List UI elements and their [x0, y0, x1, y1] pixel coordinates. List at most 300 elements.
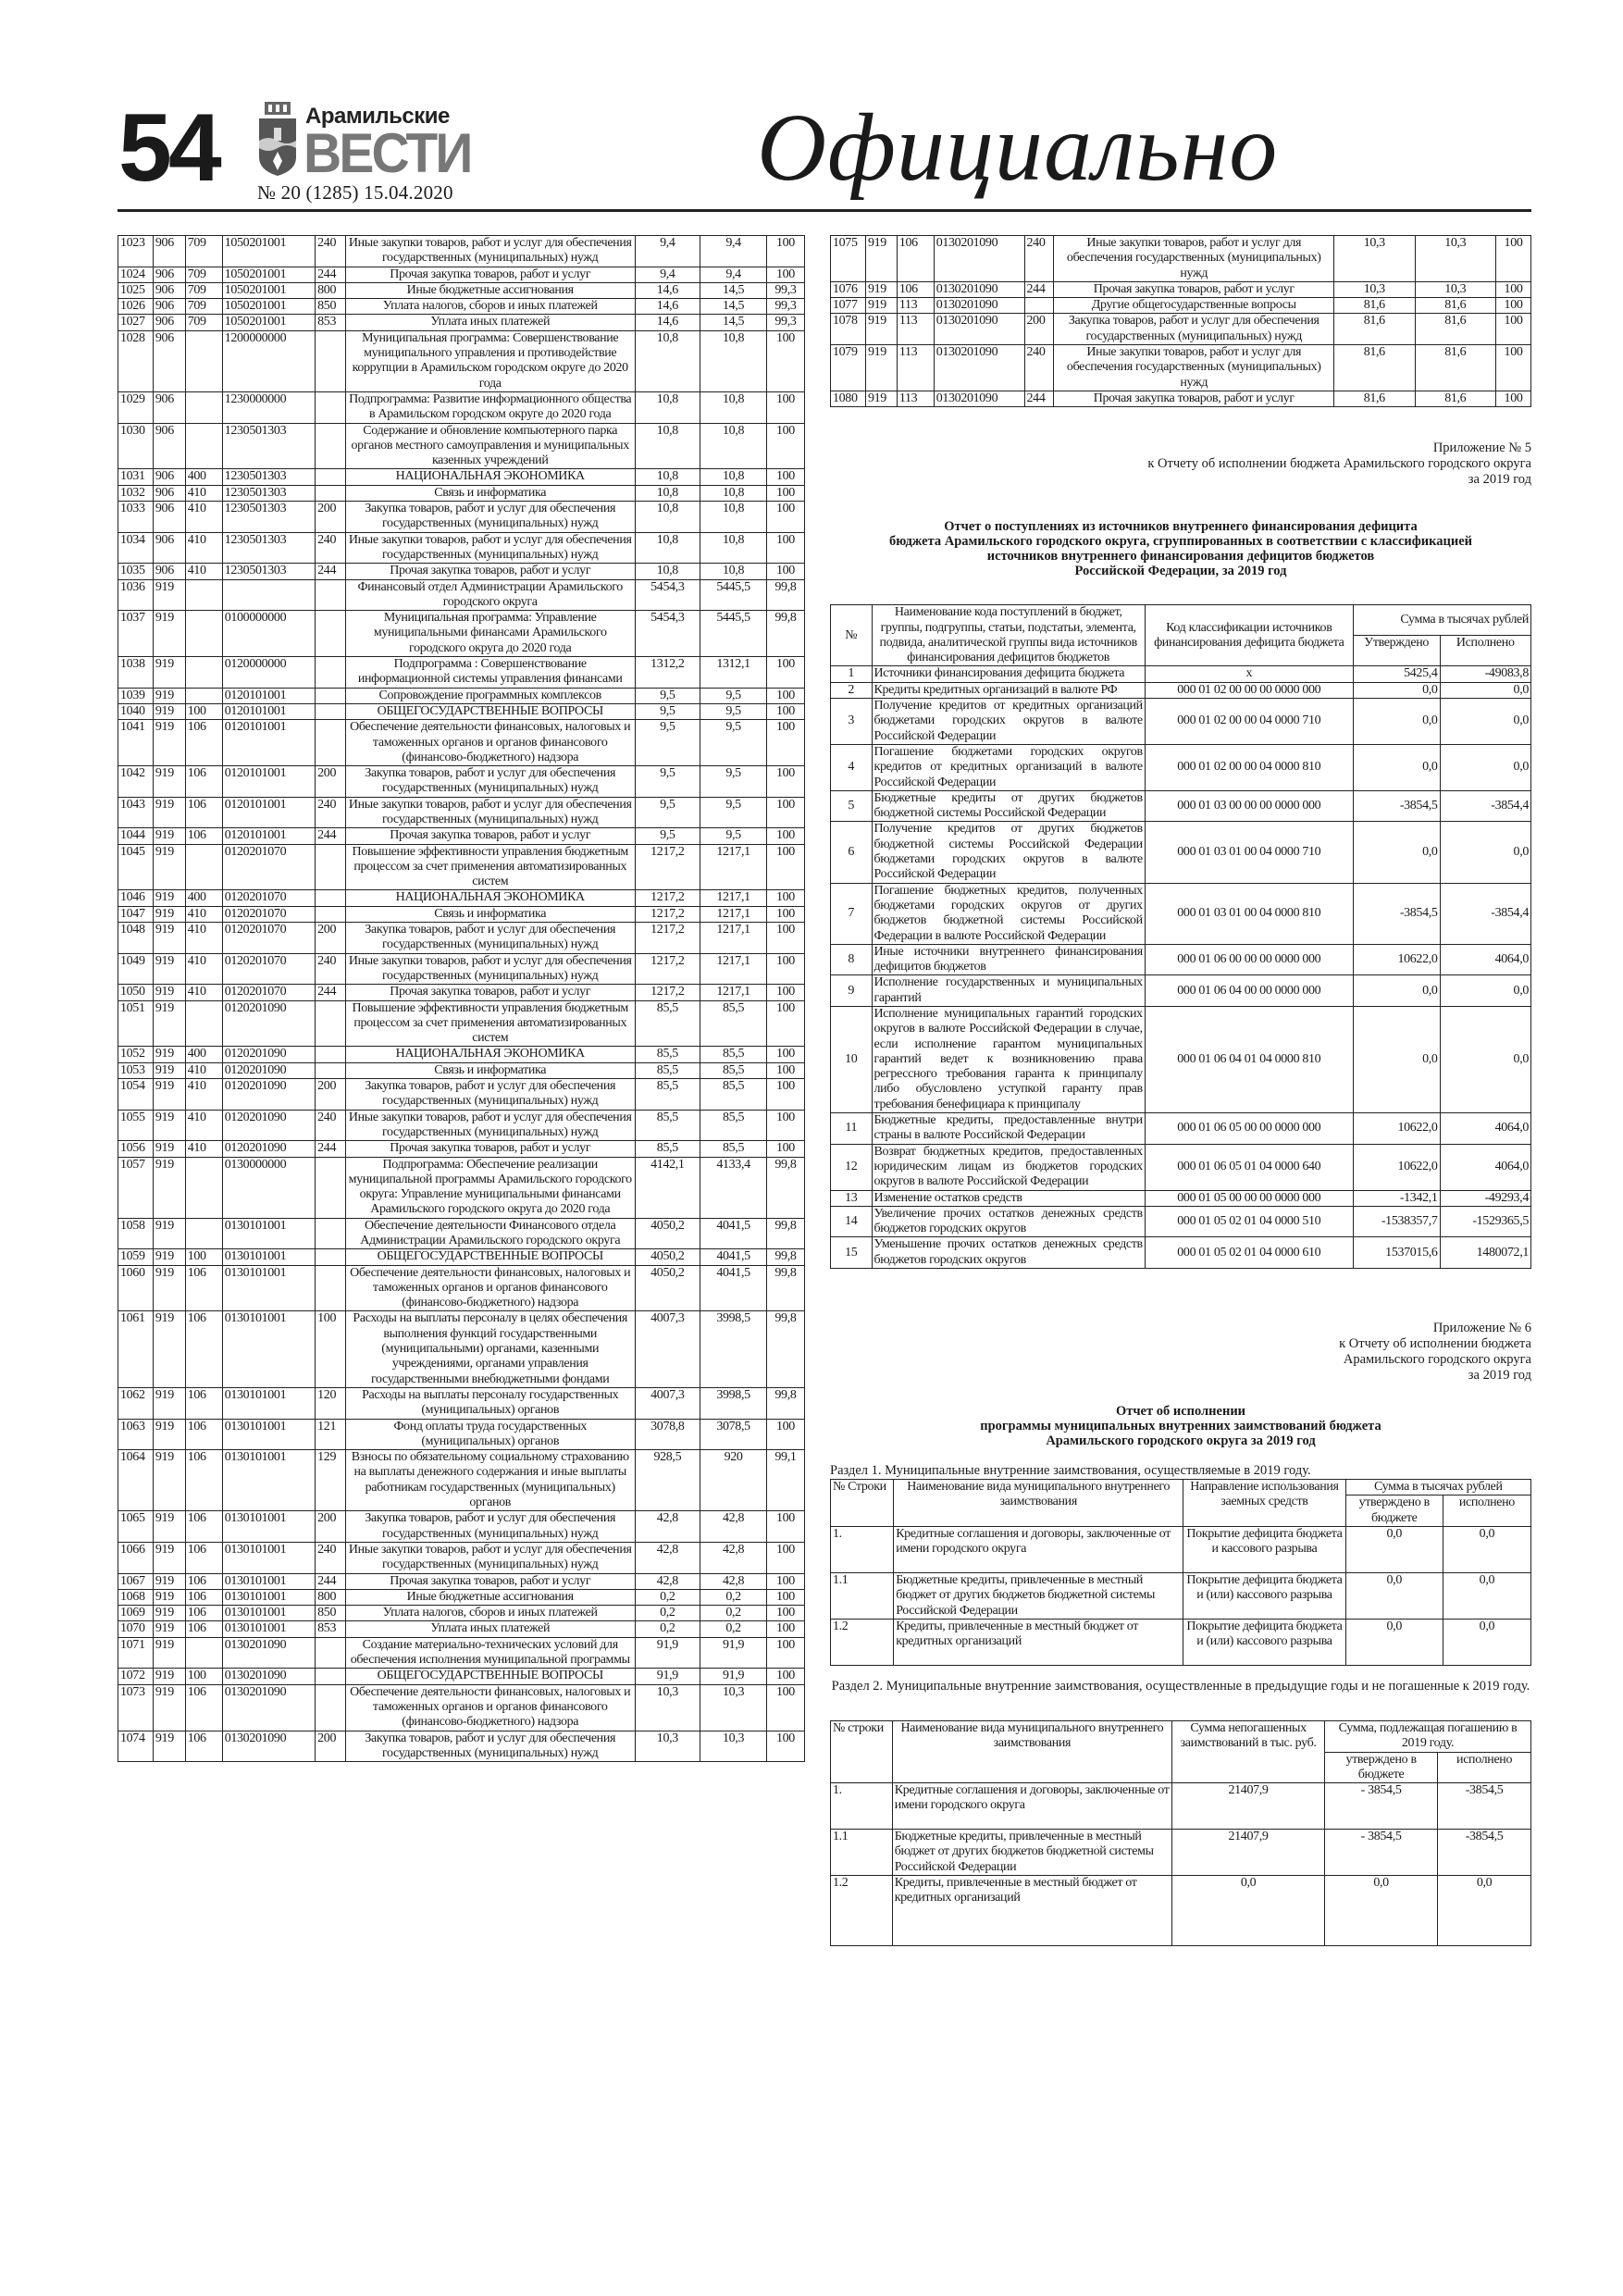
approved-amount: 0,0 — [1353, 1006, 1440, 1112]
grbs-code: 906 — [153, 423, 185, 469]
table-row — [118, 1621, 805, 1637]
expense-type-code: 850 — [316, 1606, 346, 1621]
col-header-executed: исполнено — [1443, 1496, 1530, 1527]
item-name: Прочая закупка товаров, работ и услуг — [345, 564, 635, 579]
section-code — [185, 688, 222, 703]
table-row — [831, 944, 1531, 975]
grbs-code: 919 — [153, 1218, 185, 1249]
executed-amount: 4064,0 — [1440, 1113, 1530, 1145]
approved-amount: 0,0 — [1345, 1526, 1443, 1572]
section-code: 113 — [897, 298, 934, 314]
section-code: 106 — [185, 1606, 222, 1621]
table-row — [831, 822, 1531, 883]
row-number: 1023 — [118, 236, 154, 267]
grbs-code: 919 — [153, 1079, 185, 1111]
table-row — [831, 345, 1531, 391]
grbs-code: 919 — [153, 953, 185, 985]
approved-amount: 5425,4 — [1353, 666, 1440, 682]
execution-percent: 100 — [766, 1589, 804, 1605]
appendix-6-note — [830, 1321, 1531, 1384]
row-number: 1028 — [118, 330, 154, 391]
table-row — [831, 1113, 1531, 1145]
table-row — [118, 844, 805, 890]
coat-of-arms-icon — [257, 102, 298, 176]
table-row — [118, 1684, 805, 1731]
item-name: Закупка товаров, работ и услуг для обеспечения государственных (муниципальных) нужд — [345, 1731, 635, 1762]
table-row — [118, 282, 805, 298]
item-name: Иные источники внутреннего финансирования дефицитов бюджетов — [872, 944, 1145, 975]
row-number: 10 — [831, 1006, 873, 1112]
row-number: 1079 — [831, 345, 866, 391]
table-row — [118, 502, 805, 533]
execution-percent: 99,8 — [766, 1157, 804, 1218]
item-name: НАЦИОНАЛЬНАЯ ЭКОНОМИКА — [345, 469, 635, 485]
target-article-code: 0130201090 — [934, 281, 1024, 297]
target-article-code: 0130000000 — [222, 1157, 315, 1218]
item-name: Создание материально-технических условий для обеспечения исполнения муниципальной программы — [345, 1637, 635, 1669]
row-number: 1036 — [118, 579, 154, 611]
planned-amount: 9,5 — [635, 797, 700, 828]
executed-amount: 4041,5 — [700, 1218, 767, 1249]
grbs-code: 906 — [153, 299, 185, 315]
item-name: Закупка товаров, работ и услуг для обеспечения государственных (муниципальных) нужд — [345, 923, 635, 954]
grbs-code: 919 — [153, 1511, 185, 1543]
section-code: 410 — [185, 953, 222, 985]
executed-amount: -1529365,5 — [1440, 1206, 1530, 1237]
table-row — [118, 797, 805, 828]
execution-percent: 100 — [766, 1731, 804, 1762]
approved-amount: 10622,0 — [1353, 1113, 1440, 1145]
table-row — [118, 1157, 805, 1218]
grbs-code: 919 — [153, 703, 185, 719]
section-1-label: Раздел 1. Муниципальные внутренние заимствования, осуществляемые в 2019 году. — [830, 1463, 1311, 1479]
grbs-code: 919 — [153, 1141, 185, 1157]
execution-percent: 100 — [766, 797, 804, 828]
row-number: 1.2 — [831, 1619, 894, 1665]
expense-type-code — [316, 423, 346, 469]
section-code: 100 — [185, 703, 222, 719]
target-article-code: 0130101001 — [222, 1573, 315, 1589]
expense-type-code: 244 — [316, 564, 346, 579]
approved-amount: -1342,1 — [1353, 1190, 1440, 1206]
table-row — [118, 423, 805, 469]
appendix-line: за 2019 год — [1468, 472, 1531, 488]
expense-type-code: 240 — [316, 1542, 346, 1573]
row-number: 1030 — [118, 423, 154, 469]
execution-percent: 100 — [766, 1141, 804, 1157]
expense-type-code — [316, 1265, 346, 1311]
execution-percent: 100 — [766, 1606, 804, 1621]
target-article-code: 0130101001 — [222, 1542, 315, 1573]
target-article-code: 0130201090 — [222, 1669, 315, 1684]
item-name: Прочая закупка товаров, работ и услуг — [345, 1573, 635, 1589]
planned-amount: 85,5 — [635, 1079, 700, 1111]
item-name: Обеспечение деятельности финансовых, налоговых и таможенных органов и органов финансового (финансово-бюджетного) надзора — [345, 1684, 635, 1731]
grbs-code: 906 — [153, 532, 185, 564]
target-article-code: 0120201090 — [222, 1047, 315, 1062]
expense-type-code — [316, 890, 346, 906]
grbs-code: 919 — [153, 611, 185, 657]
col-header-executed: исполнено — [1438, 1752, 1531, 1783]
executed-amount: -3854,4 — [1440, 883, 1530, 944]
table-row — [118, 315, 805, 330]
planned-amount: 10,3 — [1334, 281, 1416, 297]
table-row — [118, 1542, 805, 1573]
item-name: Муниципальная программа: Совершенствование муниципального управления и противодействие коррупции в Арамильском городском округе до 2020 года — [345, 330, 635, 391]
executed-amount: 3998,5 — [700, 1387, 767, 1419]
executed-amount: 920 — [700, 1450, 767, 1511]
item-name: Связь и информатика — [345, 485, 635, 501]
executed-amount: 14,5 — [700, 282, 767, 298]
table-row — [118, 1589, 805, 1605]
item-name: Сопровождение программных комплексов — [345, 688, 635, 703]
table-row — [118, 1450, 805, 1511]
row-number: 13 — [831, 1190, 873, 1206]
executed-amount: 10,3 — [700, 1731, 767, 1762]
grbs-code: 919 — [153, 657, 185, 689]
execution-percent: 100 — [766, 720, 804, 766]
target-article-code: 0130101001 — [222, 1419, 315, 1450]
approved-amount: 0,0 — [1325, 1876, 1438, 1946]
target-article-code: 0120201090 — [222, 1062, 315, 1078]
executed-amount: 81,6 — [1415, 298, 1496, 314]
expense-type-code: 853 — [316, 1621, 346, 1637]
expense-type-code — [316, 688, 346, 703]
executed-amount: 4064,0 — [1440, 944, 1530, 975]
appendix-line: к Отчету об исполнении бюджета Арамильского городского округа — [1147, 456, 1531, 472]
execution-percent: 100 — [766, 890, 804, 906]
execution-percent: 100 — [766, 1573, 804, 1589]
item-name: Уплата иных платежей — [345, 1621, 635, 1637]
approved-amount: 0,0 — [1353, 975, 1440, 1007]
target-article-code: 1230501303 — [222, 469, 315, 485]
executed-amount: 0,0 — [1443, 1572, 1530, 1619]
execution-percent: 99,8 — [766, 1218, 804, 1249]
execution-percent: 100 — [766, 1419, 804, 1450]
execution-percent: 100 — [766, 828, 804, 844]
row-number: 1041 — [118, 720, 154, 766]
item-name: ОБЩЕГОСУДАРСТВЕННЫЕ ВОПРОСЫ — [345, 1669, 635, 1684]
section-code: 410 — [185, 1062, 222, 1078]
title-line: Арамильского городского округа за 2019 год — [1046, 1433, 1316, 1449]
grbs-code: 919 — [153, 985, 185, 1000]
planned-amount: 0,2 — [635, 1589, 700, 1605]
expense-type-code: 244 — [316, 1141, 346, 1157]
expense-type-code: 240 — [1024, 236, 1054, 282]
planned-amount: 10,8 — [635, 485, 700, 501]
classification-code: x — [1145, 666, 1353, 682]
planned-amount: 10,8 — [635, 423, 700, 469]
approved-amount: - 3854,5 — [1325, 1783, 1438, 1830]
target-article-code: 0120101001 — [222, 720, 315, 766]
section-code: 106 — [185, 766, 222, 798]
executed-amount: 85,5 — [700, 1110, 767, 1141]
row-number: 6 — [831, 822, 873, 883]
grbs-code: 919 — [153, 890, 185, 906]
execution-percent: 100 — [766, 485, 804, 501]
planned-amount: 4050,2 — [635, 1265, 700, 1311]
target-article-code: 0130101001 — [222, 1606, 315, 1621]
expense-type-code — [1024, 298, 1054, 314]
target-article-code: 0130201090 — [934, 391, 1024, 406]
table-row — [118, 611, 805, 657]
execution-percent: 99,8 — [766, 611, 804, 657]
planned-amount: 10,8 — [635, 391, 700, 423]
expense-type-code: 120 — [316, 1387, 346, 1419]
appendix-5-note — [830, 441, 1531, 488]
item-name: НАЦИОНАЛЬНАЯ ЭКОНОМИКА — [345, 890, 635, 906]
row-number: 1052 — [118, 1047, 154, 1062]
section-code: 113 — [897, 391, 934, 406]
planned-amount: 9,4 — [635, 236, 700, 267]
item-name: Подпрограмма: Развитие информационного общества в Арамильском городском округе до 2020 года — [345, 391, 635, 423]
executed-amount: 85,5 — [700, 1079, 767, 1111]
approved-amount: 0,0 — [1345, 1572, 1443, 1619]
section-title: Официально — [757, 94, 1279, 201]
grbs-code: 919 — [153, 1249, 185, 1265]
grbs-code: 919 — [153, 1062, 185, 1078]
executed-amount: 9,5 — [700, 828, 767, 844]
grbs-code: 919 — [153, 1157, 185, 1218]
row-number: 1026 — [118, 299, 154, 315]
executed-amount: 1217,1 — [700, 953, 767, 985]
executed-amount: 85,5 — [700, 1141, 767, 1157]
target-article-code: 0130201090 — [934, 345, 1024, 391]
item-name: Другие общегосударственные вопросы — [1054, 298, 1334, 314]
target-article-code: 0120201090 — [222, 1000, 315, 1047]
item-name: ОБЩЕГОСУДАРСТВЕННЫЕ ВОПРОСЫ — [345, 1249, 635, 1265]
grbs-code: 919 — [153, 720, 185, 766]
executed-amount: 81,6 — [1415, 391, 1496, 406]
planned-amount: 10,8 — [635, 502, 700, 533]
grbs-code: 906 — [153, 485, 185, 501]
item-name: Иные закупки товаров, работ и услуг для обеспечения государственных (муниципальных) нужд — [1054, 236, 1334, 282]
target-article-code: 0120101001 — [222, 797, 315, 828]
item-name: Расходы на выплаты персоналу государственных (муниципальных) органов — [345, 1387, 635, 1419]
planned-amount: 4007,3 — [635, 1311, 700, 1387]
appendix-line: за 2019 год — [1468, 1368, 1531, 1384]
appendix-line: Арамильского городского округа — [1343, 1352, 1531, 1368]
expense-type-code — [316, 844, 346, 890]
executed-amount: 10,3 — [1415, 281, 1496, 297]
section-2-label: Раздел 2. Муниципальные внутренние заимствования, осуществленные в предыдущие годы и не погашенные к 2019 году. — [831, 1678, 1530, 1694]
row-number: 1072 — [118, 1669, 154, 1684]
executed-amount: 10,8 — [700, 330, 767, 391]
target-article-code: 0130101001 — [222, 1387, 315, 1419]
section-code — [185, 844, 222, 890]
item-name: Прочая закупка товаров, работ и услуг — [1054, 281, 1334, 297]
section-code — [185, 611, 222, 657]
executed-amount: 10,3 — [1415, 236, 1496, 282]
item-name: Увеличение прочих остатков денежных средств бюджетов городских округов — [872, 1206, 1145, 1237]
executed-amount: 9,4 — [700, 267, 767, 282]
table-row — [118, 1047, 805, 1062]
executed-amount: 1217,1 — [700, 985, 767, 1000]
target-article-code: 0130101001 — [222, 1249, 315, 1265]
classification-code: 000 01 06 05 00 00 0000 000 — [1145, 1113, 1353, 1145]
target-article-code: 1050201001 — [222, 267, 315, 282]
grbs-code: 906 — [153, 564, 185, 579]
section-code: 410 — [185, 485, 222, 501]
section-code: 106 — [185, 1387, 222, 1419]
section-code: 106 — [185, 1684, 222, 1731]
executed-amount: 10,8 — [700, 469, 767, 485]
item-name: Прочая закупка товаров, работ и услуг — [345, 267, 635, 282]
item-name: Повышение эффективности управления бюджетным процессом за счет применения автоматизированных систем — [345, 844, 635, 890]
row-number: 1059 — [118, 1249, 154, 1265]
planned-amount: 4050,2 — [635, 1218, 700, 1249]
planned-amount: 4050,2 — [635, 1249, 700, 1265]
expense-type-code: 200 — [316, 1079, 346, 1111]
executed-amount: 42,8 — [700, 1511, 767, 1543]
expense-type-code — [316, 1669, 346, 1684]
item-name: Повышение эффективности управления бюджетным процессом за счет применения автоматизированных систем — [345, 1000, 635, 1047]
table-row — [118, 1511, 805, 1543]
executed-amount: 5445,5 — [700, 611, 767, 657]
planned-amount: 1217,2 — [635, 923, 700, 954]
execution-percent: 99,1 — [766, 1450, 804, 1511]
table-row — [831, 1144, 1531, 1190]
target-article-code: 0120201070 — [222, 923, 315, 954]
table-row — [831, 1876, 1531, 1946]
table-row — [118, 703, 805, 719]
expense-type-code: 244 — [316, 828, 346, 844]
execution-percent: 99,8 — [766, 1249, 804, 1265]
table-row — [831, 1619, 1531, 1665]
executed-amount: 4133,4 — [700, 1157, 767, 1218]
item-name: Иные закупки товаров, работ и услуг для обеспечения государственных (муниципальных) нужд — [1054, 345, 1334, 391]
target-article-code: 0120201070 — [222, 985, 315, 1000]
section-code — [185, 391, 222, 423]
grbs-code: 919 — [153, 1542, 185, 1573]
execution-percent: 100 — [766, 844, 804, 890]
title-line: бюджета Арамильского городского округа, сгруппированных в соответствии с классификацией — [888, 534, 1473, 550]
table-row — [118, 1419, 805, 1450]
target-article-code: 0120101001 — [222, 703, 315, 719]
planned-amount: 9,5 — [635, 720, 700, 766]
planned-amount: 4142,1 — [635, 1157, 700, 1218]
execution-percent: 100 — [766, 923, 804, 954]
planned-amount: 1217,2 — [635, 844, 700, 890]
planned-amount: 81,6 — [1334, 298, 1416, 314]
section-code — [185, 423, 222, 469]
execution-percent: 100 — [1496, 314, 1531, 345]
table-row — [118, 1218, 805, 1249]
expense-type-code: 200 — [316, 502, 346, 533]
executed-amount: 0,0 — [1440, 975, 1530, 1007]
section-code: 106 — [185, 1311, 222, 1387]
execution-percent: 99,3 — [766, 299, 804, 315]
row-number: 1045 — [118, 844, 154, 890]
planned-amount: 10,3 — [635, 1684, 700, 1731]
table-row — [831, 391, 1531, 406]
row-number: 1047 — [118, 906, 154, 922]
target-article-code: 1230501303 — [222, 532, 315, 564]
grbs-code: 919 — [865, 391, 897, 406]
execution-percent: 100 — [766, 766, 804, 798]
section-code: 410 — [185, 564, 222, 579]
col-header-repay: Сумма, подлежащая погашению в 2019 году. — [1325, 1720, 1531, 1752]
item-name: Подпрограмма : Совершенствование информационной системы управления финансами — [345, 657, 635, 689]
expense-type-code: 240 — [316, 236, 346, 267]
classification-code: 000 01 02 00 00 04 0000 710 — [1145, 699, 1353, 745]
table-row — [118, 906, 805, 922]
executed-amount: 4041,5 — [700, 1265, 767, 1311]
expense-type-code: 200 — [316, 1511, 346, 1543]
planned-amount: 0,2 — [635, 1606, 700, 1621]
row-number: 1.2 — [831, 1876, 893, 1946]
grbs-code: 919 — [153, 1621, 185, 1637]
row-number: 1049 — [118, 953, 154, 985]
target-article-code: 0120201070 — [222, 844, 315, 890]
row-number: 1025 — [118, 282, 154, 298]
execution-percent: 100 — [766, 267, 804, 282]
col-header-executed: Исполнено — [1440, 636, 1530, 666]
expense-type-code — [316, 1684, 346, 1731]
expense-type-code: 244 — [316, 1573, 346, 1589]
planned-amount: 42,8 — [635, 1573, 700, 1589]
item-name: Закупка товаров, работ и услуг для обеспечения государственных (муниципальных) нужд — [345, 766, 635, 798]
classification-code: 000 01 02 00 00 00 0000 000 — [1145, 682, 1353, 698]
execution-percent: 99,8 — [766, 1311, 804, 1387]
expense-type-code — [316, 1000, 346, 1047]
item-name: Исполнение муниципальных гарантий городских округов в валюте Российской Федерации в случае, если исполнение гарантом муниципальных гарантий ведет к возникновению права регрессного требования гаранта к принципалу либо обусловлено уступкой гаранту прав требования бенефициара к принципалу — [872, 1006, 1145, 1112]
table-row — [831, 1830, 1531, 1876]
row-number: 1070 — [118, 1621, 154, 1637]
planned-amount: 0,2 — [635, 1621, 700, 1637]
row-number: 1060 — [118, 1265, 154, 1311]
table-row — [118, 985, 805, 1000]
target-article-code: 0130101001 — [222, 1265, 315, 1311]
planned-amount: 10,3 — [1334, 236, 1416, 282]
table-row — [831, 236, 1531, 282]
row-number: 1063 — [118, 1419, 154, 1450]
execution-percent: 100 — [766, 1511, 804, 1543]
expense-type-code: 200 — [316, 1731, 346, 1762]
report-title-borrowings — [830, 1404, 1531, 1448]
executed-amount: 9,5 — [700, 703, 767, 719]
executed-amount: 1217,1 — [700, 890, 767, 906]
expense-type-code: 240 — [316, 532, 346, 564]
col-header-name: Наименование кода поступлений в бюджет, группы, подгруппы, статьи, подстатьи, элемента, подвида, аналитической группы вида источников финансирования дефицитов бюджетов — [872, 605, 1145, 666]
target-article-code: 1050201001 — [222, 299, 315, 315]
row-number: 1069 — [118, 1606, 154, 1621]
grbs-code: 906 — [153, 315, 185, 330]
borrowing-type: Бюджетные кредиты, привлеченные в местный бюджет от других бюджетов бюджетной системы Российской Федерации — [894, 1572, 1183, 1619]
executed-amount: 0,0 — [1440, 822, 1530, 883]
approved-amount: 0,0 — [1353, 822, 1440, 883]
item-name: Иные закупки товаров, работ и услуг для обеспечения государственных (муниципальных) нужд — [345, 236, 635, 267]
row-number: 1066 — [118, 1542, 154, 1573]
table-row — [118, 1110, 805, 1141]
target-article-code: 0120201090 — [222, 1141, 315, 1157]
executed-amount: 14,5 — [700, 299, 767, 315]
item-name: Содержание и обновление компьютерного парка органов местного самоуправления и муниципальных казенных учреждений — [345, 423, 635, 469]
section-code: 113 — [897, 314, 934, 345]
executed-amount: 42,8 — [700, 1573, 767, 1589]
item-name: Иные бюджетные ассигнования — [345, 1589, 635, 1605]
item-name: Обеспечение деятельности Финансового отдела Администрации Арамильского городского округа — [345, 1218, 635, 1249]
row-number: 1075 — [831, 236, 866, 282]
table-row — [118, 720, 805, 766]
executed-amount: 3998,5 — [700, 1311, 767, 1387]
title-line: Отчет о поступлениях из источников внутреннего финансирования дефицита — [944, 519, 1418, 535]
col-header-name: Наименование вида муниципального внутреннего заимствования — [894, 1480, 1183, 1527]
item-name: Исполнение государственных и муниципальных гарантий — [872, 975, 1145, 1007]
execution-percent: 100 — [1496, 391, 1531, 406]
row-number: 1034 — [118, 532, 154, 564]
table-row — [118, 890, 805, 906]
